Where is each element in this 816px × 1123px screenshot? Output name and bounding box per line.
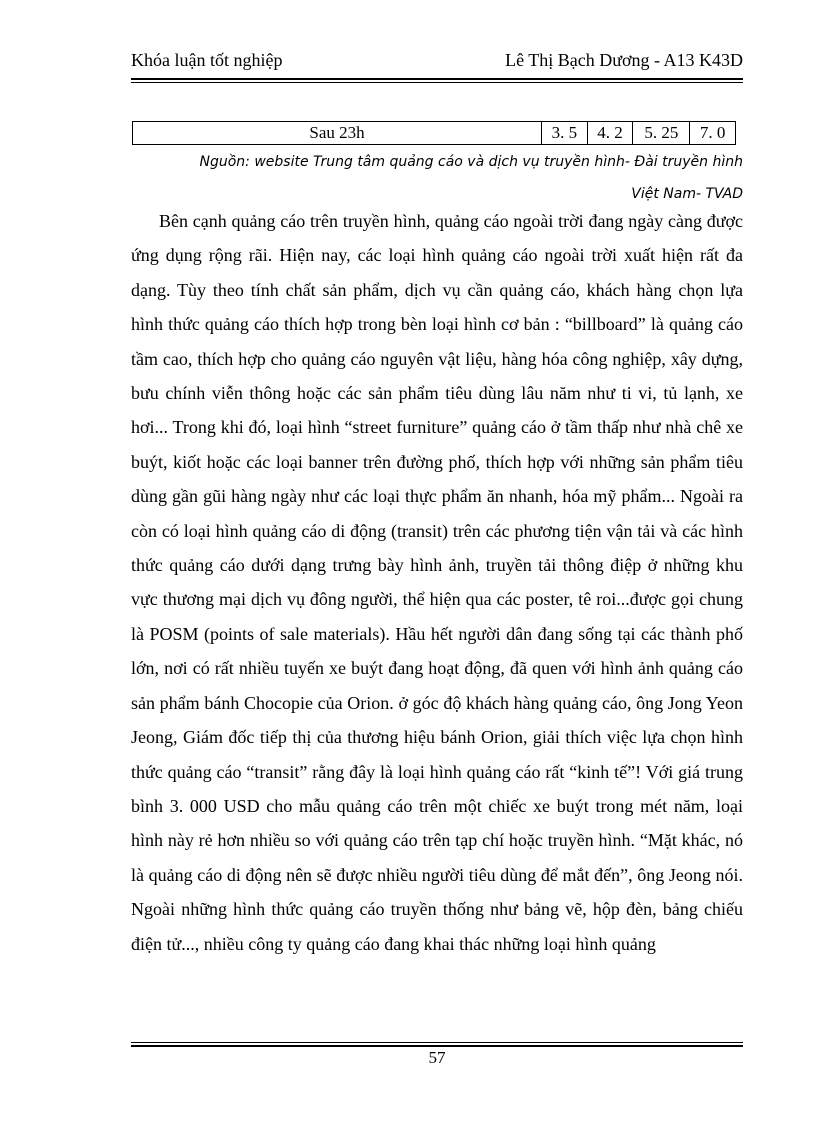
table-cell-value: 5. 25	[633, 122, 690, 145]
table-cell-value: 4. 2	[587, 122, 633, 145]
header-thesis-label: Khóa luận tốt nghiệp	[131, 50, 283, 70]
data-table	[132, 121, 736, 145]
table-cell-category: Sau 23h	[133, 122, 542, 145]
source-line-2: Việt Nam- TVAD	[631, 186, 743, 202]
table-cell-value: 3. 5	[542, 122, 588, 145]
page-header	[131, 50, 743, 80]
source-line-1: Nguồn: website Trung tâm quảng cáo và dịch vụ truyền hình- Đài truyền hình	[199, 154, 743, 170]
page-number: 57	[428, 1048, 446, 1067]
source-note	[131, 146, 743, 210]
header-divider	[131, 78, 743, 83]
table-row	[133, 122, 736, 145]
header-author: Lê Thị Bạch Dương - A13 K43D	[505, 50, 743, 70]
footer-divider	[131, 1042, 743, 1047]
table-cell-value: 7. 0	[690, 122, 736, 145]
body-paragraph: Bên cạnh quảng cáo trên truyền hình, quảng cáo ngoài trời đang ngày càng được ứng dụng rộng rãi. Hiện nay, các loại hình quảng cáo ngoài trời xuất hiện rất đa dạng. Tùy theo tính chất sản phẩm, dịch vụ cần quảng cáo, khách hàng chọn lựa hình thức quảng cáo thích hợp trong bèn loại hình cơ bản : “billboard” là quảng cáo tầm cao, thích hợp cho quảng cáo nguyên vật liệu, hàng hóa công nghiệp, xây dựng, bưu chính viễn thông hoặc các sản phẩm tiêu dùng lâu năm như ti vi, tủ lạnh, xe hơi... Trong khi đó, loại hình “street furniture” quảng cáo ở tầm thấp như nhà chê xe buýt, kiốt hoặc các loại banner trên đường phố, thích hợp với những sản phẩm tiêu dùng gần gũi hàng ngày như các loại thực phẩm ăn nhanh, hóa mỹ phẩm... Ngoài ra còn có loại hình quảng cáo di động (transit) trên các phương tiện vận tải và các hình thức quảng cáo dưới dạng trưng bày hình ảnh, truyền tải thông điệp ở những khu vực thương mại dịch vụ đông người, thể hiện qua các poster, tê roi...được gọi chung là POSM (points of sale materials). Hầu hết người dân đang sống tại các thành phố lớn, nơi có rất nhiều tuyến xe buýt đang hoạt động, đã quen với hình ảnh quảng cáo sản phẩm bánh Chocopie của Orion. ở góc độ khách hàng quảng cáo, ông Jong Yeon Jeong, Giám đốc tiếp thị của thương hiệu bánh Orion, giải thích việc lựa chọn hình thức quảng cáo “transit” rằng đây là loại hình quảng cáo rất “kinh tế”! Với giá trung bình 3. 000 USD cho mẫu quảng cáo trên một chiếc xe buýt trong mét năm, loại hình này rẻ hơn nhiều so với quảng cáo trên tạp chí hoặc truyền hình. “Mặt khác, nó là quảng cáo di động nên sẽ được nhiều người tiêu dùng để mắt đến”, ông Jeong nói. Ngoài những hình thức quảng cáo truyền thống như bảng vẽ, hộp đèn, bảng chiếu điện tử..., nhiều công ty quảng cáo đang khai thác những loại hình quảng	[131, 211, 743, 954]
